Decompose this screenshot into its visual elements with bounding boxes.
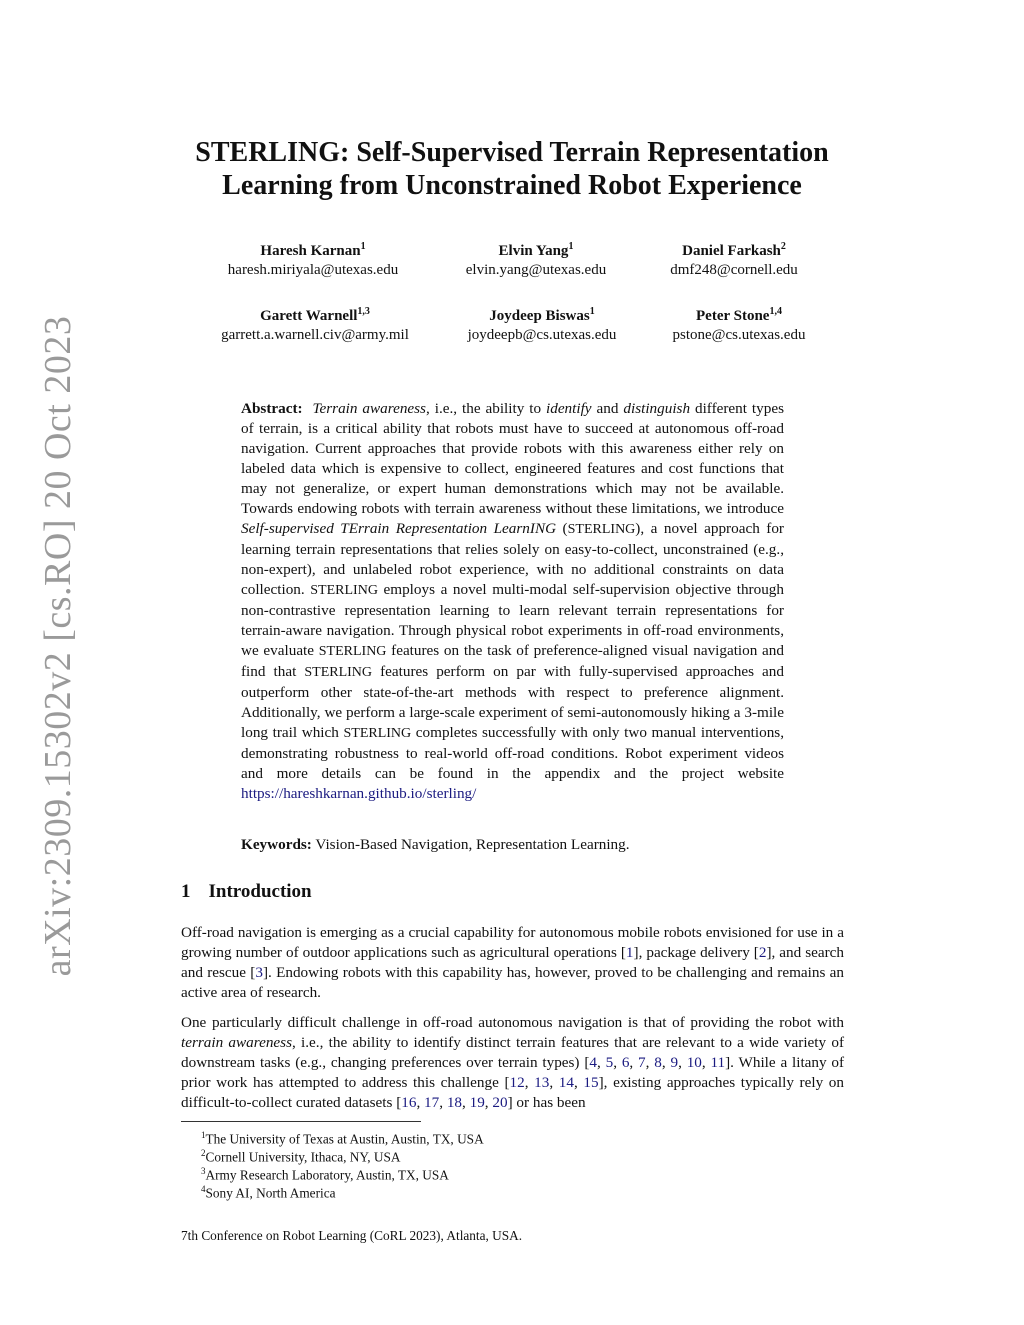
citation-link[interactable]: 16: [401, 1094, 417, 1111]
author-email: elvin.yang@utexas.edu: [465, 262, 607, 278]
abstract: Abstract: Terrain awareness, i.e., the ability to identify and distinguish different types of terrain, is a critical ability that robots must have to succeed at autonomous off-road navigation. Current approaches that provide robots with this awareness either rely on labeled data which is expensive to collect, engineered features and cost functions that may not generalize, or expert human demonstrations which may not be available. Towards endowing robots with terrain awareness without these limitations, we introduce Self-supervised TErrain Representation LearnING (STERLING), a novel approach for learning terrain representations that relies solely on easy-to-collect, unconstrained (e.g., non-expert), and unlabeled robot experience, with no additional constraints on data collection. STERLING employs a novel multi-modal self-supervision objective through non-contrastive representation learning to learn relevant terrain representations for terrain-aware navigation. Through physical robot experiments in off-road environments, we evaluate STERLING features on the task of preference-aligned visual navigation and find that STERLING features perform on par with fully-supervised approaches and outperform other state-of-the-art methods with respect to preference alignment. Additionally, we perform a large-scale experiment of semi-autonomously hiking a 3-mile long trail which STERLING completes successfully with only two manual interventions, demonstrating robustness to real-world off-road conditions. Robot experiment videos and more details can be found in the appendix and the project website https://hareshkarnan.github.io/sterling/: [241, 400, 784, 802]
affiliation-mark: 2: [780, 241, 786, 252]
author-email: joydeepb@cs.utexas.edu: [467, 327, 617, 343]
citation-link[interactable]: 20: [492, 1094, 508, 1111]
citation-link[interactable]: 11: [710, 1054, 726, 1071]
author-block: [609, 302, 869, 345]
keywords: [241, 835, 784, 855]
footnote-mark: 2: [201, 1148, 206, 1158]
method-name: STERLING: [310, 583, 378, 598]
author-name: Peter Stone: [696, 308, 770, 324]
author-block: [604, 237, 864, 280]
author-name: Garett Warnell: [260, 308, 358, 324]
citation-link[interactable]: 18: [446, 1094, 463, 1111]
citation-link[interactable]: 4: [589, 1054, 597, 1071]
citation-link[interactable]: 19: [469, 1094, 485, 1111]
section-title: Introduction: [208, 881, 312, 902]
paragraph-2: One particularly difficult challenge in off-road autonomous navigation is that of providing the robot with terrain awareness, i.e., the ability to identify distinct terrain features that are relevant to a wide variety of downstream tasks (e.g., changing preferences over terrain types) [4, 5, 6, 7, 8, 9, 10, 11]. While a litany of prior work has attempted to address this challenge [12, 13, 14, 15], existing approaches typically rely on difficult-to-collect curated datasets [16, 17, 18, 19, 20] or has been: [181, 1014, 845, 1111]
affiliation-mark: 1,3: [357, 306, 370, 317]
footnote-mark: 4: [201, 1184, 206, 1194]
author-email: dmf248@cornell.edu: [670, 262, 798, 278]
footnote-mark: 1: [201, 1130, 206, 1140]
author-email: haresh.miriyala@utexas.edu: [227, 262, 399, 278]
footnote-mark: 3: [201, 1166, 206, 1176]
method-name: STERLING: [567, 522, 636, 537]
citation-link[interactable]: 15: [583, 1074, 599, 1091]
title-line-1: STERLING: Self-Supervised Terrain Representation: [195, 137, 829, 168]
section-heading: [181, 881, 312, 903]
abstract-label: Abstract:: [241, 400, 303, 417]
project-website-link[interactable]: https://hareshkarnan.github.io/sterling/: [241, 785, 477, 802]
footnote: $^1$The University of Texas at Austin, Austin, TX, USA: [201, 1130, 484, 1147]
method-name: STERLING: [304, 665, 373, 680]
citation-link[interactable]: 14: [558, 1074, 574, 1091]
keywords-label: Keywords:: [241, 836, 312, 853]
citation-link[interactable]: 2: [758, 944, 767, 961]
citation-link[interactable]: 9: [670, 1054, 679, 1071]
footnote: $^4$Sony AI, North America: [201, 1184, 336, 1201]
author-name: Elvin Yang: [498, 243, 569, 259]
affiliation-mark: 1,4: [769, 306, 782, 317]
paragraph-1: Off-road navigation is emerging as a crucial capability for autonomous mobile robots envisioned for use in a growing number of outdoor applications such as agricultural operations [1], package delivery [2], and search and rescue [3]. Endowing robots with this capability has, however, proved to be challenging and remains an active area of research.: [181, 924, 844, 1001]
footnote: $^2$Cornell University, Ithaca, NY, USA: [201, 1148, 401, 1165]
title-line-2: Learning from Unconstrained Robot Experience: [222, 170, 802, 201]
citation-link[interactable]: 17: [424, 1094, 440, 1111]
author-email: pstone@cs.utexas.edu: [672, 327, 806, 343]
author-block: [183, 237, 443, 280]
method-name: STERLING: [318, 644, 387, 659]
citation-link[interactable]: 7: [638, 1054, 646, 1071]
citation-link[interactable]: 5: [605, 1054, 614, 1071]
paper-title: [140, 136, 884, 202]
author-name: Daniel Farkash: [682, 243, 781, 259]
citation-link[interactable]: 1: [625, 944, 634, 961]
citation-link[interactable]: 6: [621, 1054, 630, 1071]
citation-link[interactable]: 10: [686, 1054, 702, 1071]
author-name: Haresh Karnan: [260, 243, 361, 259]
affiliation-mark: 1: [360, 241, 366, 252]
citation-link[interactable]: 13: [534, 1074, 550, 1091]
affiliation-mark: 1: [568, 241, 574, 252]
citation-link[interactable]: 8: [654, 1054, 662, 1071]
arxiv-id: arXiv:2309.15302v2 [cs.RO] 20 Oct 2023: [37, 315, 79, 977]
section-number: 1: [181, 881, 191, 902]
venue-note: 7th Conference on Robot Learning (CoRL 2023), Atlanta, USA.: [181, 1228, 523, 1243]
footnote: $^3$Army Research Laboratory, Austin, TX, USA: [201, 1166, 449, 1183]
author-email: garrett.a.warnell.civ@army.mil: [221, 327, 409, 343]
author-block: [185, 302, 445, 345]
author-name: Joydeep Biswas: [489, 308, 590, 324]
citation-link[interactable]: 12: [509, 1074, 525, 1091]
affiliation-mark: 1: [589, 306, 595, 317]
keywords-text: Vision-Based Navigation, Representation Learning.: [311, 836, 630, 853]
citation-link[interactable]: 3: [255, 964, 263, 981]
method-name: STERLING: [343, 726, 412, 741]
footnote-divider: [181, 1121, 421, 1122]
